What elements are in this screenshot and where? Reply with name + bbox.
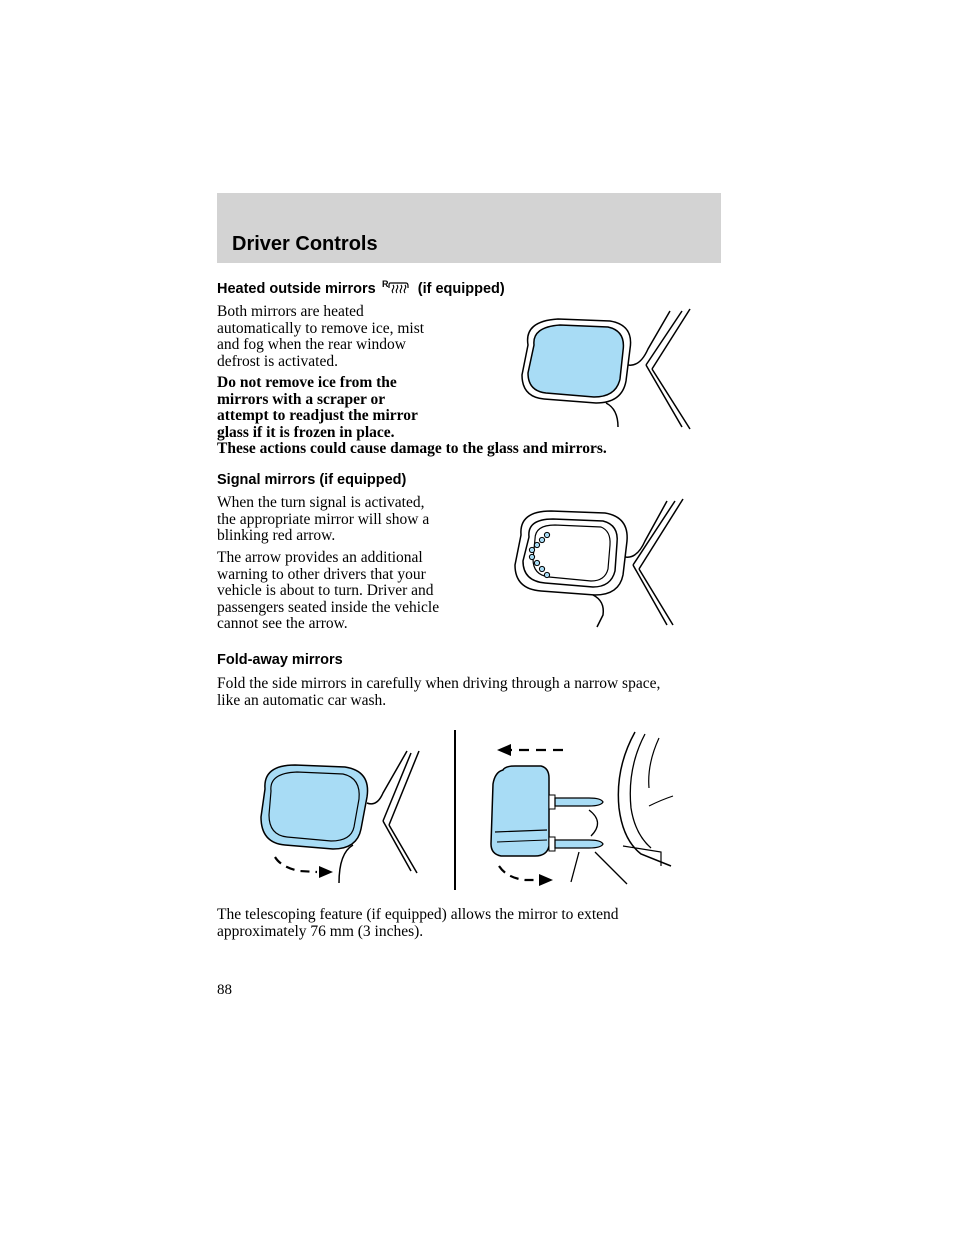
- text-line: glass if it is frozen in place.: [217, 423, 395, 441]
- text-line: vehicle is about to turn. Driver and: [217, 582, 434, 599]
- signal-mirrors-heading: Signal mirrors (if equipped): [217, 472, 407, 488]
- text-line: warning to other drivers that your: [217, 565, 426, 583]
- fold-direction-arrow: [499, 866, 539, 880]
- text-line: approximately 76 mm (3 inches).: [217, 922, 424, 940]
- text-line: passengers seated inside the vehicle: [217, 598, 440, 616]
- heated-mirror-illustration: [510, 305, 710, 435]
- signal-mirrors-paragraph-2: [217, 550, 439, 633]
- heated-mirrors-heading-suffix: (if equipped): [417, 281, 505, 297]
- arrow-head-icon: [319, 866, 333, 878]
- text-line: defrost is activated.: [217, 352, 338, 370]
- signal-mirror-illustration: [505, 495, 705, 630]
- fold-direction-arrow: [275, 857, 317, 872]
- text-line: mirrors with a scraper or: [217, 390, 386, 408]
- fold-away-paragraph: [217, 676, 660, 709]
- text-line: When the turn signal is activated,: [217, 494, 425, 511]
- signal-mirrors-paragraph-1: [217, 495, 429, 545]
- heated-mirrors-heading: [217, 279, 505, 299]
- fold-away-heading: Fold-away mirrors: [217, 652, 343, 668]
- fold-away-mirror-illustration: [255, 745, 440, 890]
- text-line: Both mirrors are heated: [217, 303, 364, 320]
- arrow-head-icon: [539, 874, 553, 886]
- text-line: automatically to remove ice, mist: [217, 319, 425, 337]
- rear-defrost-icon: [382, 279, 410, 299]
- text-line: the appropriate mirror will show a: [217, 510, 430, 528]
- heated-mirrors-paragraph: [217, 304, 424, 370]
- text-line: The arrow provides an additional: [217, 549, 423, 566]
- text-line: blinking red arrow.: [217, 527, 336, 544]
- telescoping-paragraph: [217, 907, 619, 940]
- text-line: The telescoping feature (if equipped) allows the mirror to extend: [217, 906, 619, 923]
- text-line: cannot see the arrow.: [217, 615, 348, 632]
- text-line: Do not remove ice from the: [217, 374, 397, 391]
- text-line: These actions could cause damage to the glass and mirrors.: [217, 440, 607, 457]
- svg-text:R: R: [381, 279, 389, 289]
- illustration-divider: [453, 730, 457, 890]
- telescoping-mirror-illustration: [485, 728, 685, 890]
- page-number: 88: [217, 982, 232, 998]
- text-line: attempt to readjust the mirror: [217, 407, 418, 424]
- text-line: like an automatic car wash.: [217, 691, 387, 709]
- text-line: and fog when the rear window: [217, 336, 406, 353]
- arrow-head-icon: [497, 744, 511, 756]
- section-title: Driver Controls: [232, 233, 378, 255]
- heated-mirrors-heading-text: Heated outside mirrors: [217, 281, 376, 297]
- text-line: Fold the side mirrors in carefully when driving through a narrow space,: [217, 675, 661, 692]
